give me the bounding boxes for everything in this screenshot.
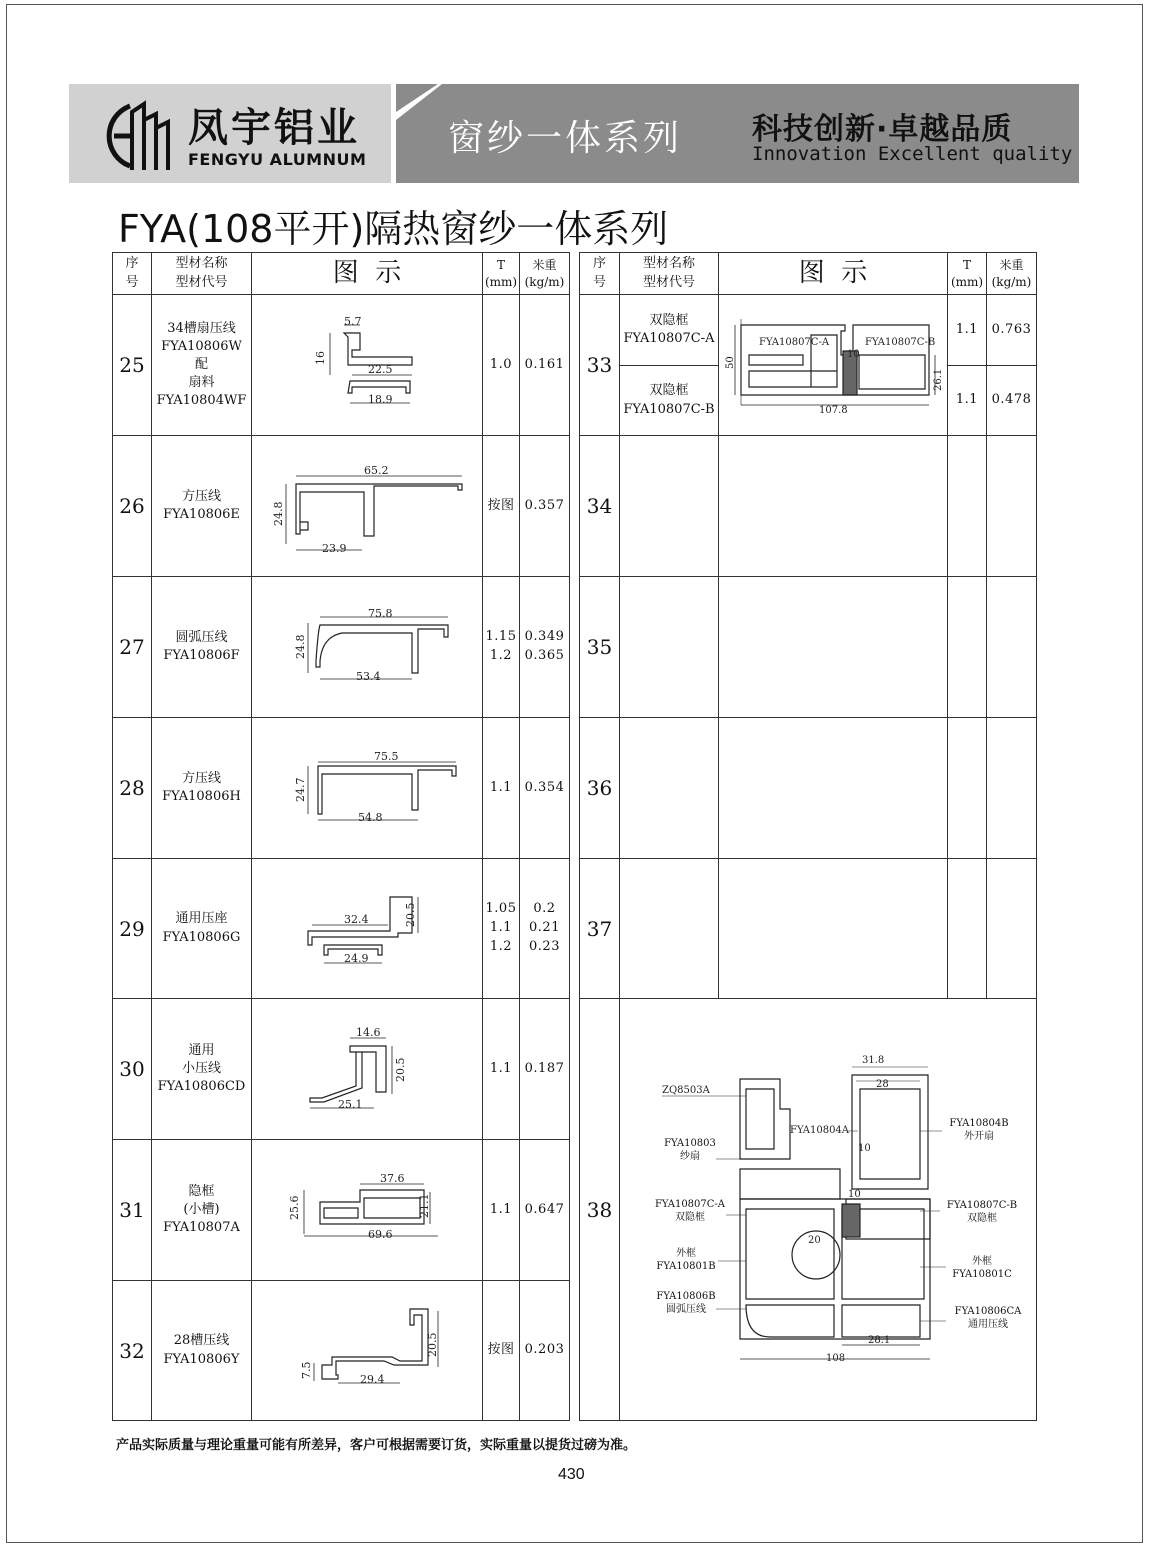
dim-30-1: 20.5 [394,1057,407,1082]
row-33a-thickness: 1.1 [955,321,979,337]
asm-dim-281: 28.1 [868,1335,891,1346]
dim-27-1: 24.8 [294,634,307,659]
row-33-seq: 33 [586,353,613,377]
page-number: 430 [558,1466,585,1483]
asm-dim-108: 108 [826,1353,846,1364]
logo-icon [100,100,178,172]
dim-31-3: 69.6 [368,1228,393,1241]
dim-25-1: 16 [314,351,327,365]
dim-32-0: 20.5 [426,1332,439,1357]
brand-name-en: FENGYU ALUMNUM [188,150,367,169]
dim-26-2: 23.9 [322,542,347,555]
fig33-label-a: FYA10807C-A [759,337,830,348]
col-header-figure: 图 示 [332,258,402,289]
col-header-thickness: T (mm) [484,257,518,289]
col-header-seq-right: 序 号 [592,256,606,290]
col-header-name: 型材名称 型材代号 [175,256,228,290]
dim-25-2: 22.5 [368,363,393,376]
row-33b-thickness: 1.1 [955,391,979,407]
asm-dim-28: 28 [876,1079,889,1090]
dim-28-2: 54.8 [358,811,383,824]
dim-25-3: 18.9 [368,393,393,406]
row-weight: 0.161 [524,356,565,372]
row-name: 圆弧压线 FYA10806F [163,629,240,663]
row-weight: 0.349 0.365 [524,629,565,663]
row-thickness: 1.1 [489,1060,513,1076]
fig33-dim-50: 50 [725,356,736,369]
row-37-seq: 37 [586,916,613,941]
asm-label-10807cb: FYA10807C-B 双隐框 [946,1199,1018,1224]
col-header-weight-right: 米重 (kg/m) [991,257,1032,289]
dim-28-0: 75.5 [374,750,399,763]
asm-label-10801c: 外框 FYA10801C [952,1255,1012,1280]
dim-26-1: 24.8 [272,501,285,526]
profile-28-drawing [294,750,456,824]
row-weight: 0.2 0.21 0.23 [529,901,560,954]
dim-29-0: 32.4 [344,913,369,926]
profile-25-drawing [314,315,412,406]
slogan-en: Innovation Excellent quality [752,143,1073,165]
row-thickness: 1.05 1.1 1.2 [485,901,517,954]
row-seq: 26 [119,494,145,518]
profile-32-drawing [300,1309,439,1386]
row-seq: 28 [119,776,145,800]
col-header-weight: 米重 (kg/m) [524,257,565,289]
row-33a-weight: 0.763 [991,321,1032,337]
row-seq: 25 [119,353,145,377]
row-35-seq: 35 [586,635,613,659]
dim-29-1: 20.5 [404,902,417,927]
profile-31-drawing [288,1172,438,1241]
row-thickness: 按图 [487,497,515,513]
row-seq: 32 [119,1338,145,1363]
fig33-dim-107: 107.8 [819,405,848,416]
dim-28-1: 24.7 [294,777,307,802]
fig33-dim-26: 26.1 [933,368,944,391]
asm-label-10806b: FYA10806B 圆弧压线 [656,1290,716,1315]
dim-31-0: 37.6 [380,1172,405,1185]
row-seq: 27 [119,635,145,659]
dim-32-2: 29.4 [360,1373,385,1386]
row-33b-weight: 0.478 [991,391,1032,407]
row-thickness: 1.0 [489,356,513,372]
dim-27-0: 75.8 [368,607,393,620]
profile-26-drawing [272,464,462,555]
asm-label-10807ca: FYA10807C-A 双隐框 [654,1198,726,1223]
row-thickness: 1.15 1.2 [485,629,517,663]
asm-dim-10a: 10 [858,1143,871,1154]
asm-label-10806ca: FYA10806CA 通用压线 [954,1305,1022,1330]
dim-26-0: 65.2 [364,464,389,477]
asm-label-zq: ZQ8503A [662,1085,710,1096]
row-thickness: 按图 [487,1342,515,1358]
row-seq: 30 [119,1057,145,1081]
col-header-thickness-right: T (mm) [950,257,984,289]
dim-29-2: 24.9 [344,952,369,965]
row-weight: 0.354 [524,779,565,795]
asm-label-10804a: FYA10804A [790,1125,850,1136]
row-name: 方压线 FYA10806H [162,770,241,804]
fig33-label-b: FYA10807C-B [865,337,936,348]
dim-31-2: 21.1 [418,1193,431,1218]
profile-27-drawing [294,607,448,683]
col-header-seq: 序 号 [125,256,139,290]
col-header-name-right: 型材名称 型材代号 [642,256,695,290]
dim-31-1: 25.6 [288,1195,301,1220]
col-header-figure-right: 图 示 [798,258,868,289]
row-name: 通用压座 FYA10806G [162,911,241,945]
row-name: 通用 小压线 FYA10806CD [157,1042,246,1095]
row-34-seq: 34 [586,494,613,518]
row-38-seq: 38 [586,1197,613,1222]
asm-dim-10b: 10 [848,1189,861,1200]
dim-25-0: 5.7 [344,315,362,328]
dim-32-1: 7.5 [300,1361,313,1379]
dim-30-0: 14.6 [356,1026,381,1039]
row-weight: 0.203 [524,1342,565,1358]
row-name: 隐框 (小槽) FYA10807A [163,1183,240,1236]
left-profile-drawings [252,295,482,1420]
row-33b-name: 双隐框 FYA10807C-B [623,383,715,417]
row-thickness: 1.1 [489,779,513,795]
profile-30-drawing [310,1026,407,1111]
footer-note: 产品实际质量与理论重量可能有所差异，客户可根据需要订货，实际重量以提货过磅为准。 [116,1438,637,1453]
dim-27-2: 53.4 [356,670,381,683]
dim-30-2: 25.1 [338,1098,363,1111]
row-36-seq: 36 [586,776,613,800]
row-name: 方压线 FYA10806E [163,488,240,522]
row-name: 34槽扇压线 FYA10806W 配 扇料 FYA10804WF [156,320,247,409]
header-slash-decoration [396,84,446,183]
series-title: 窗纱一体系列 [448,118,683,159]
slogan-cn: 科技创新·卓越品质 [752,112,1013,147]
row-weight: 0.357 [524,497,565,513]
profile-33-drawing [719,295,947,435]
fig33-dim-10: 10 [847,349,860,360]
asm-label-10801b: 外框 FYA10801B [656,1247,716,1272]
asm-dim-20: 20 [808,1235,821,1246]
row-33a-name: 双隐框 FYA10807C-A [623,312,715,346]
page-title: FYA(108平开)隔热窗纱一体系列 [118,207,669,251]
row-weight: 0.647 [524,1201,565,1217]
row-weight: 0.187 [524,1060,565,1076]
brand-name-cn: 凤宇铝业 [188,105,360,151]
row-seq: 29 [119,916,145,941]
asm-label-10803: FYA10803 纱扇 [664,1137,716,1162]
asm-label-10804b: FYA10804B 外开扇 [949,1117,1009,1142]
row-name: 28槽压线 FYA10806Y [163,1333,240,1367]
row-seq: 31 [119,1198,145,1222]
profile-29-drawing [308,897,418,965]
asm-dim-318: 31.8 [862,1055,885,1066]
row-thickness: 1.1 [489,1201,513,1217]
